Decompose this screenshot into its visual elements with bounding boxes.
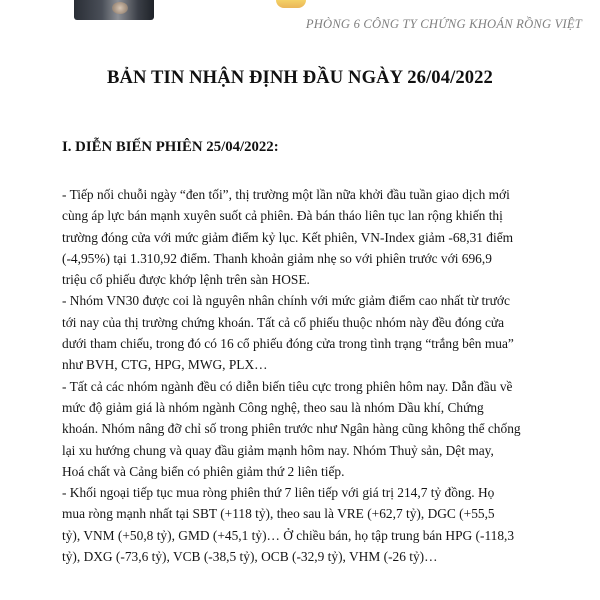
section-heading: I. DIỄN BIẾN PHIÊN 25/04/2022: <box>62 139 279 155</box>
text-line: tới nay của thị trường chứng khoán. Tất cả cổ phiếu thuộc nhóm này đều đóng cửa <box>62 314 505 330</box>
text-line: (-4,95%) tại 1.310,92 điểm. Thanh khoản giảm nhẹ so với phiên trước với 696,9 <box>62 250 492 266</box>
header-photo <box>74 0 154 20</box>
text-line: khoán. Nhóm nâng đỡ chỉ số trong phiên trước như Ngân hàng cũng không thể chống <box>62 421 521 437</box>
text-line: - Tất cả các nhóm ngành đều có diễn biến tiêu cực trong phiên hôm nay. Dẫn đầu về <box>62 378 513 394</box>
text-line: như BVH, CTG, HPG, MWG, PLX… <box>62 357 268 373</box>
text-line: cùng áp lực bán mạnh xuyên suốt cả phiên. Đà bán tháo liên tục lan rộng khiến thị <box>62 208 503 224</box>
body-text <box>62 184 592 567</box>
photo-highlight <box>112 2 128 14</box>
text-line: - Khối ngoại tiếp tục mua ròng phiên thứ 7 liên tiếp với giá trị 214,7 tỷ đồng. Họ <box>62 485 495 501</box>
text-line: trường đóng cửa với mức giảm điểm kỷ lục. Kết phiên, VN-Index giảm -68,31 điểm <box>62 229 514 245</box>
text-line: tỷ), DXG (-73,6 tỷ), VCB (-38,5 tỷ), OCB (-32,9 tỷ), VHM (-26 tỷ)… <box>62 549 438 565</box>
text-line: tỷ), VNM (+50,8 tỷ), GMD (+45,1 tỷ)… Ở chiều bán, họ tập trung bán HPG (-118,3 <box>62 527 515 543</box>
text-line: mức độ giảm giá là nhóm ngành Công nghệ, theo sau là nhóm Dầu khí, Chứng <box>62 399 484 415</box>
company-header: PHÒNG 6 CÔNG TY CHỨNG KHOÁN RỒNG VIỆT <box>305 17 582 31</box>
text-line: mua ròng mạnh nhất tại SBT (+118 tỷ), theo sau là VRE (+62,7 tỷ), DGC (+55,5 <box>62 506 495 522</box>
text-line: triệu cổ phiếu được khớp lệnh trên sàn HOSE. <box>62 272 310 288</box>
text-line: dưới tham chiếu, trong đó có 16 cổ phiếu đóng cửa trong tình trạng “trắng bên mua” <box>62 336 514 352</box>
text-line: Hoá chất và Cảng biển có phiên giảm thứ 2 liên tiếp. <box>62 463 345 479</box>
page-title: BẢN TIN NHẬN ĐỊNH ĐẦU NGÀY 26/04/2022 <box>107 67 493 88</box>
company-logo <box>276 0 306 8</box>
text-line: lại xu hướng chung và quay đầu giảm mạnh hôm nay. Nhóm Thuỷ sản, Dệt may, <box>62 442 494 458</box>
text-line: - Nhóm VN30 được coi là nguyên nhân chính với mức giảm điểm cao nhất từ trước <box>62 293 510 309</box>
text-line: - Tiếp nối chuỗi ngày “đen tối”, thị trường một lần nữa khởi đầu tuần giao dịch mới <box>62 187 510 202</box>
